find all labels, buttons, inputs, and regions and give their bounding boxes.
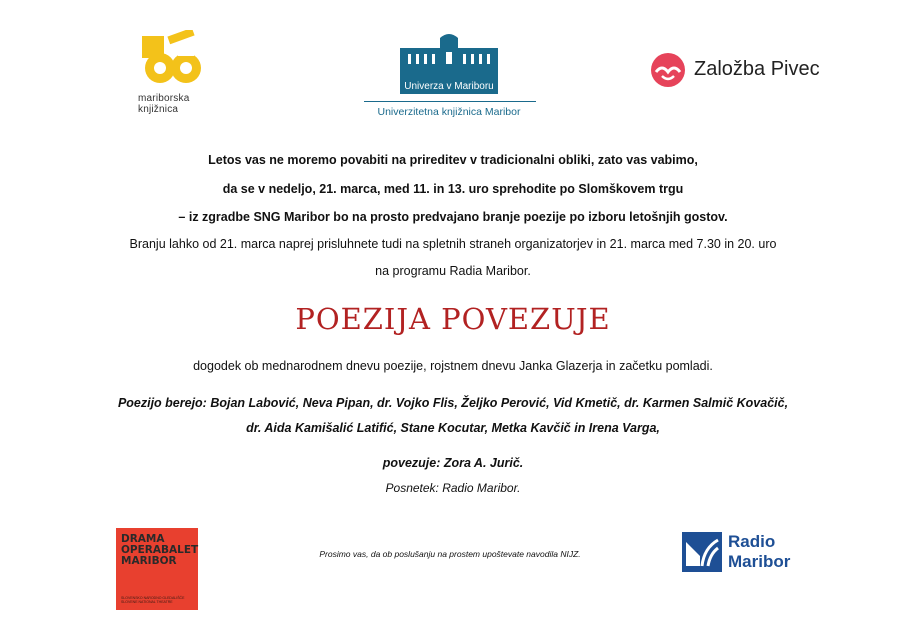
- pivec-name: Založba Pivec: [694, 58, 820, 80]
- intro-line-1: Letos vas ne moremo povabiti na prireditev v tradicionalni obliki, zato vas vabimo,: [208, 153, 698, 167]
- radio-line1: Radio: [728, 532, 776, 551]
- drama-line1: DRAMA: [121, 533, 165, 545]
- intro-line-2: da se v nedeljo, 21. marca, med 11. in 13. uro sprehodite po Slomškovem trgu: [222, 182, 684, 196]
- intro-line-3: – iz zgradbe SNG Maribor bo na prosto predvajano branje poezije po izboru letošnjih gostov.: [178, 210, 728, 224]
- radio-maribor-mark-icon: [682, 532, 722, 572]
- univerza-maribor-logo: [360, 34, 538, 124]
- zalozba-pivec-logo: [650, 52, 850, 88]
- pivec-mark-icon: [650, 52, 686, 88]
- drama-line2: OPERABALET: [121, 544, 199, 556]
- nijz-notice: Prosimo vas, da ob poslušanju na prostem upoštevate navodila NIJZ.: [319, 549, 581, 559]
- host-line: povezuje: Zora A. Jurič.: [382, 456, 524, 470]
- drama-operabalet-logo: [116, 528, 198, 610]
- mariborska-knjiznica-mark-icon: [138, 30, 208, 94]
- university-divider: [364, 101, 536, 102]
- event-title: POEZIJA POVEZUJE: [295, 302, 611, 336]
- drama-line3: MARIBOR: [121, 555, 177, 567]
- readers-line-1: Poezijo berejo: Bojan Labović, Neva Pipan, dr. Vojko Flis, Željko Perović, Vid Kmetič, dr. Karmen Salmič Kovačič,: [117, 396, 789, 410]
- radio-maribor-logo: [682, 530, 822, 574]
- mariborska-knjiznica-logo: [138, 30, 208, 120]
- radio-line2: Maribor: [728, 552, 791, 571]
- mariborska-line2: knjižnica: [138, 104, 179, 115]
- drama-small-text: SLOVENSKO NARODNO GLEDALIŠČE SLOVENE NATIONAL THEATRE: [121, 596, 185, 604]
- university-name: Univerza v Mariboru: [404, 81, 494, 92]
- intro-line-4: Branju lahko od 21. marca naprej prisluhnete tudi na spletnih straneh organizatorjev in 21. marca med 7.30 in 20. uro: [129, 237, 777, 251]
- mariborska-line1: mariborska: [138, 93, 190, 104]
- event-subtitle: dogodek ob mednarodnem dnevu poezije, rojstnem dnevu Janka Glazerja in začetku pomladi.: [193, 359, 713, 373]
- recording-line: Posnetek: Radio Maribor.: [385, 481, 521, 495]
- university-building-icon: [400, 34, 498, 68]
- intro-line-5: na programu Radia Maribor.: [375, 264, 531, 278]
- university-library-name: Univerzitetna knjižnica Maribor: [377, 106, 521, 118]
- readers-line-2: dr. Aida Kamišalić Latifić, Stane Kocutar, Metka Kavčič in Irena Varga,: [246, 421, 660, 435]
